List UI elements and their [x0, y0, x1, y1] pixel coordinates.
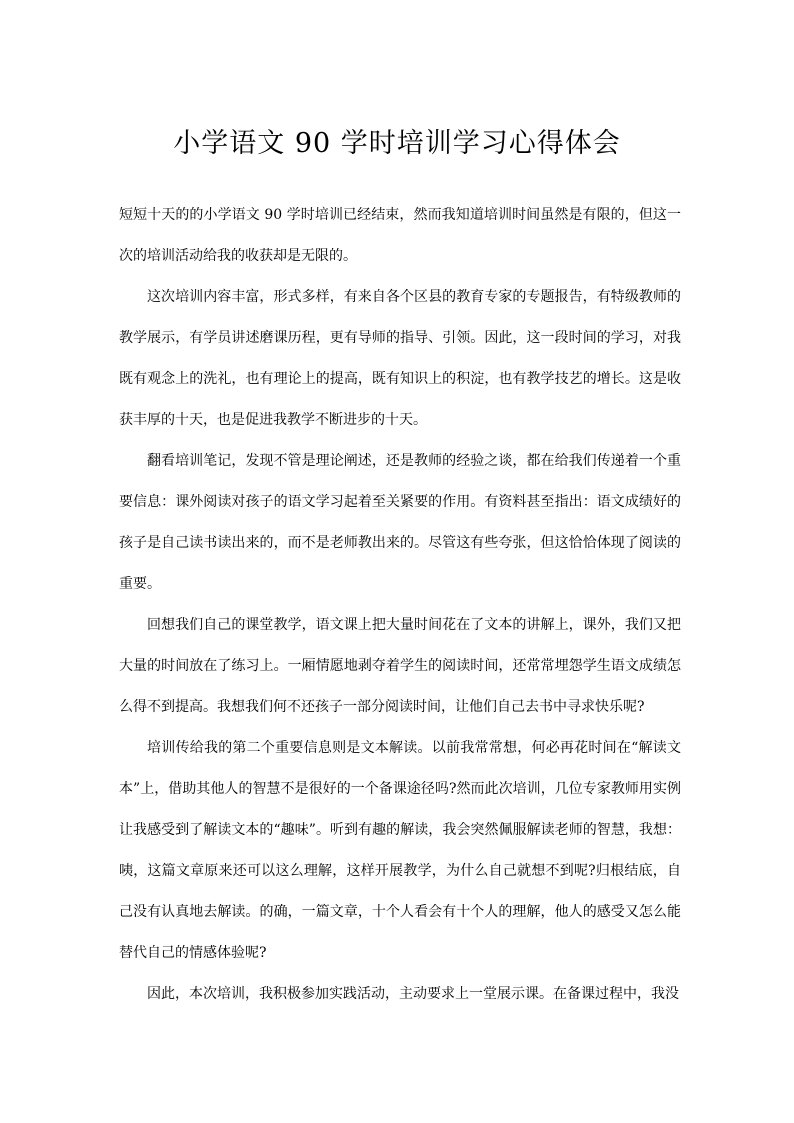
paragraph-intro: 短短十天的的小学语文 90 学时培训已经结束，然而我知道培训时间虽然是有限的，但这一次的培训活动给我的收获却是无限的。	[119, 207, 681, 264]
paragraph-training-content: 这次培训内容丰富，形式多样，有来自各个区县的教育专家的专题报告，有特级教师的教学展示，有学员讲述磨课历程，更有导师的指导、引领。因此，这一段时间的学习，对我既有观念上的洗礼，也有理论上的提高，既有知识上的积淀，也有教学技艺的增长。这是收获丰厚的十天，也是促进我教学不断进步的十天。	[119, 289, 681, 428]
document-title: 小学语文 90 学时培训学习心得体会	[173, 128, 621, 159]
paragraph-reading-importance: 翻看培训笔记，发现不管是理论阐述，还是教师的经验之谈，都在给我们传递着一个重要信息：课外阅读对孩子的语文学习起着至关紧要的作用。有资料甚至指出：语文成绩好的孩子是自己读书读出来的，而不是老师教出来的。尽管这有些夸张，但这恰恰体现了阅读的重要。	[119, 453, 681, 592]
paragraph-classroom-reflection: 回想我们自己的课堂教学，语文课上把大量时间花在了文本的讲解上，课外，我们又把大量的时间放在了练习上。一厢情愿地剥夺着学生的阅读时间，还常常埋怨学生语文成绩怎么得不到提高。我想我们何不还孩子一部分阅读时间，让他们自己去书中寻求快乐呢?	[119, 617, 681, 715]
document-body	[119, 195, 681, 1015]
paragraph-practice: 因此，本次培训，我积极参加实践活动，主动要求上一堂展示课。在备课过程中，我没	[147, 986, 679, 1002]
paragraph-text-interpretation: 培训传给我的第二个重要信息则是文本解读。以前我常常想，何必再花时间在“解读文本”上，借助其他人的智慧不是很好的一个备课途径吗?然而此次培训，几位专家教师用实例让我感受到了解读文本的“趣味”。听到有趣的解读，我会突然佩服解读老师的智慧，我想：咦，这篇文章原来还可以这么理解，这样开展教学，为什么自己就想不到呢?归根结底，自己没有认真地去解读。的确，一篇文章，十个人看会有十个人的理解，他人的感受又怎么能替代自己的情感体验呢?	[119, 740, 681, 961]
